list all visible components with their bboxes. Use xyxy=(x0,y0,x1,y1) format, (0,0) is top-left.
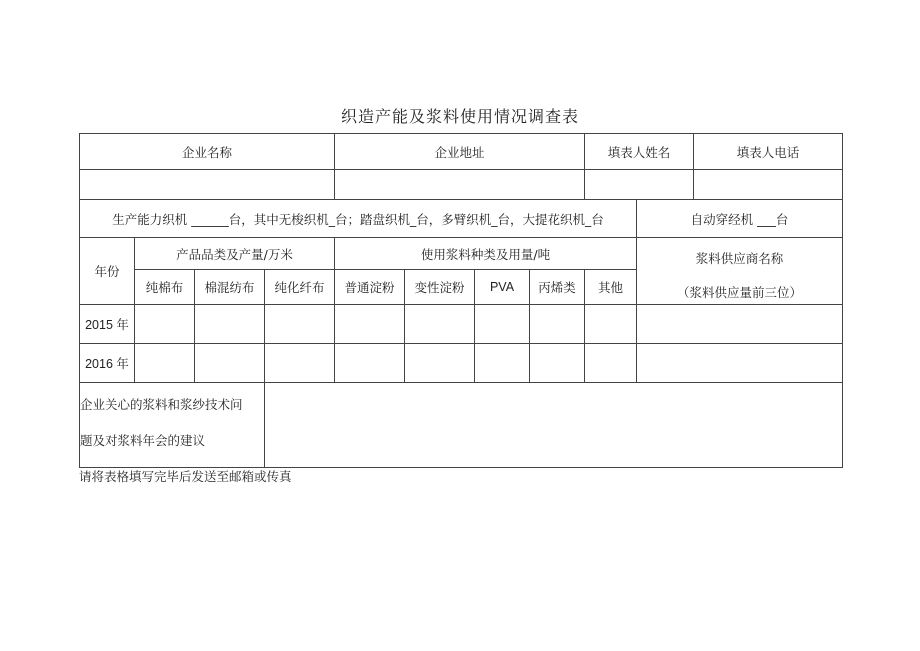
auto-drawing-machine[interactable]: 自动穿经机 ___台 xyxy=(637,200,843,238)
cell-input[interactable] xyxy=(135,344,195,383)
footnote: 请将表格填写完毕后发送至邮箱或传真 xyxy=(79,469,292,484)
filler-input-group xyxy=(585,170,843,200)
cell-input[interactable] xyxy=(585,344,637,383)
filler-name-label: 填表人姓名 xyxy=(585,134,694,169)
year-header: 年份 xyxy=(80,238,135,305)
cell-input[interactable] xyxy=(637,305,843,344)
cell-input[interactable] xyxy=(135,305,195,344)
filler-cell-group xyxy=(585,134,843,170)
concern-label-cell xyxy=(80,383,265,468)
form-title: 织造产能及浆料使用情况调查表 xyxy=(340,107,579,126)
header-input-row xyxy=(80,170,843,200)
cell-input[interactable] xyxy=(405,305,475,344)
col-modified-starch: 变性淀粉 xyxy=(405,270,475,305)
sizing-group-header: 使用浆料种类及用量/吨 xyxy=(335,238,637,270)
concern-input[interactable] xyxy=(265,383,843,468)
company-address-input[interactable] xyxy=(335,170,585,200)
cell-input[interactable] xyxy=(530,305,585,344)
year-2016: 2016 年 xyxy=(80,344,135,383)
filler-phone-input[interactable] xyxy=(694,170,842,199)
company-name-label: 企业名称 xyxy=(80,134,335,170)
col-cotton-blend: 棉混纺布 xyxy=(195,270,265,305)
cell-input[interactable] xyxy=(195,344,265,383)
cell-input[interactable] xyxy=(265,344,335,383)
supplier-subtitle: （浆料供应量前三位） xyxy=(677,285,803,300)
filler-phone-label: 填表人电话 xyxy=(736,144,800,160)
cell-input[interactable] xyxy=(585,305,637,344)
company-address-label: 企业地址 xyxy=(335,134,585,170)
col-common-starch: 普通淀粉 xyxy=(335,270,405,305)
concern-row xyxy=(80,383,843,468)
survey-table xyxy=(79,133,843,468)
col-pure-synthetic: 纯化纤布 xyxy=(265,270,335,305)
col-other: 其他 xyxy=(585,270,637,305)
cell-input[interactable] xyxy=(637,344,843,383)
concern-label-line1: 企业关心的浆料和浆纱技术问 xyxy=(80,397,243,412)
table-row xyxy=(80,344,843,383)
cell-input[interactable] xyxy=(335,305,405,344)
concern-label-line2: 题及对浆料年会的建议 xyxy=(80,433,206,448)
col-pure-cotton: 纯棉布 xyxy=(135,270,195,305)
cell-input[interactable] xyxy=(195,305,265,344)
cell-input[interactable] xyxy=(475,305,530,344)
supplier-header xyxy=(637,238,843,305)
capacity-text[interactable]: 生产能力织机 ______台，其中无梭织机_台；踏盘织机_台，多臂织机_台，大提花织机_台 xyxy=(80,200,637,238)
cell-input[interactable] xyxy=(265,305,335,344)
cell-input[interactable] xyxy=(475,344,530,383)
col-pva: PVA xyxy=(475,270,530,305)
col-acrylic: 丙烯类 xyxy=(530,270,585,305)
group-header-row xyxy=(80,238,843,270)
company-name-input[interactable] xyxy=(80,170,335,200)
products-group-header: 产品品类及产量/万米 xyxy=(135,238,335,270)
capacity-row xyxy=(80,200,843,238)
supplier-title: 浆料供应商名称 xyxy=(695,251,784,266)
table-row xyxy=(80,305,843,344)
filler-name-input[interactable] xyxy=(585,170,694,199)
cell-input[interactable] xyxy=(530,344,585,383)
year-2015: 2015 年 xyxy=(80,305,135,344)
header-row xyxy=(80,134,843,170)
cell-input[interactable] xyxy=(405,344,475,383)
cell-input[interactable] xyxy=(335,344,405,383)
